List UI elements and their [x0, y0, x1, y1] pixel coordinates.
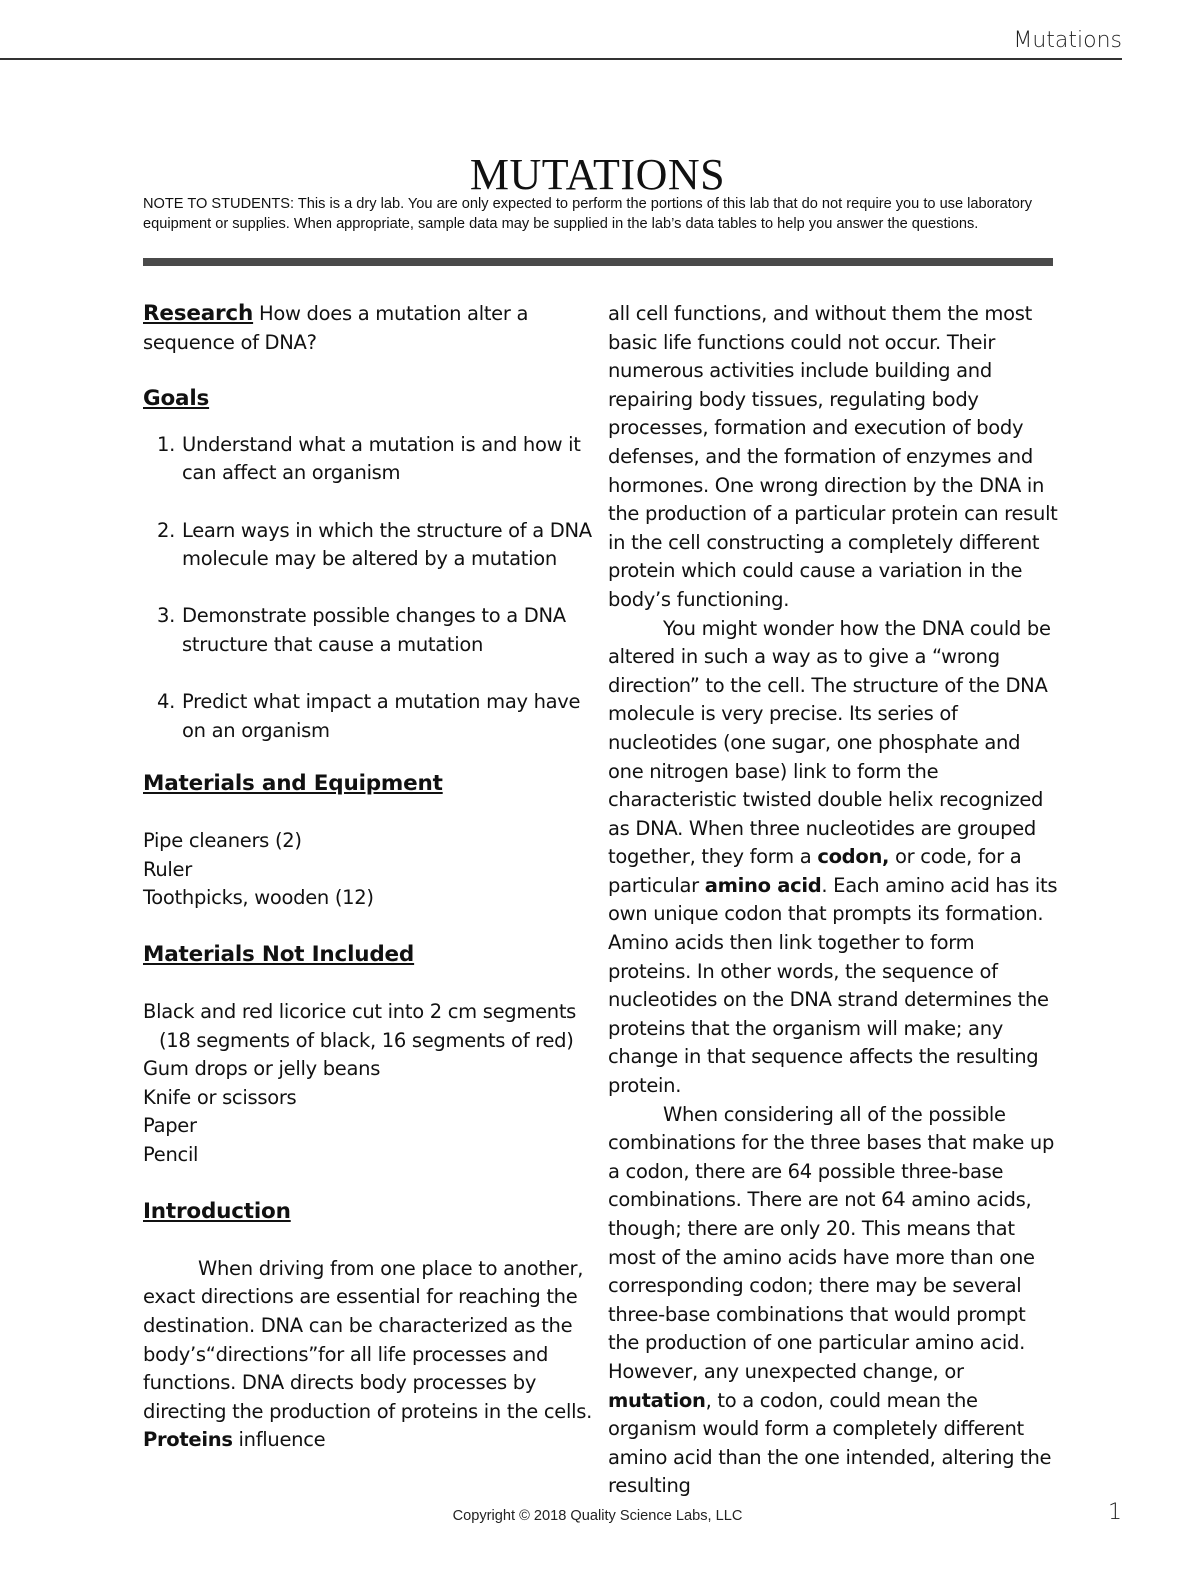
keyword-amino-acid: amino acid	[704, 873, 822, 897]
not-included-heading: Materials Not Included	[143, 941, 415, 967]
goal-text: Understand what a mutation is and how it can affect an organism	[182, 432, 581, 485]
keyword-proteins: Proteins	[143, 1428, 233, 1452]
paragraph-text: or code, for a particular	[608, 845, 1022, 897]
goals-section	[143, 385, 593, 414]
intro-paragraph-1-continued: all cell functions, and without them the most basic life functions could not occur. Their numerous activities include building and repairing body tissues, regulating body processes, formation and execution of body defenses, and the formation of enzymes and hormones. One wrong direction by the DNA in the production of a particular protein can result in the cell constructing a completely different protein which could cause a variation in the body’s functioning.	[608, 302, 1058, 611]
list-number: 3.	[157, 604, 176, 628]
goal-text: Demonstrate possible changes to a DNA structure that cause a mutation	[182, 604, 566, 656]
footer-copyright: Copyright © 2018 Quality Science Labs, LLC	[452, 1508, 743, 1524]
not-included-section	[143, 941, 593, 970]
list-item	[143, 431, 593, 488]
intro-paragraph-2	[608, 615, 1058, 1101]
list-item: Ruler	[143, 857, 192, 881]
paragraph-text: influence	[238, 1428, 326, 1452]
materials-section	[143, 770, 593, 799]
right-column	[608, 300, 1058, 1501]
left-column	[143, 300, 593, 1455]
research-question	[143, 300, 593, 357]
title-divider	[143, 258, 1053, 266]
not-included-list	[143, 998, 593, 1170]
list-item: Gum drops or jelly beans	[143, 1057, 381, 1081]
keyword-mutation: mutation	[608, 1388, 706, 1412]
list-item	[143, 602, 593, 659]
list-item	[143, 688, 593, 745]
list-item: Black and red licorice cut into 2 cm segments	[143, 1000, 577, 1024]
materials-list	[143, 827, 593, 913]
header-rule	[0, 58, 1122, 60]
goals-heading: Goals	[143, 386, 210, 412]
running-header-title: Mutations	[1013, 28, 1122, 53]
paragraph-text: When driving from one place to another, exact directions are essential for reaching the destination. DNA can be characterized as the body’s“directions”for all life processes and functions. DNA directs body processes by directing the production of proteins in the cells.	[143, 1256, 592, 1423]
paragraph-text: . Each amino acid has its own unique codon that prompts its formation. Amino acids then link together to form proteins. In other words, the sequence of nucleotides on the DNA strand determines the proteins that the organism will make; any change in that sequence affects the resulting protein.	[608, 873, 1058, 1098]
list-item: Pipe cleaners (2)	[143, 829, 302, 853]
paragraph-text: , to a codon, could mean the organism would form a completely different amino acid than the one intended, altering the resulting	[608, 1388, 1052, 1498]
list-item: Pencil	[143, 1143, 199, 1167]
list-number: 2.	[157, 518, 176, 542]
introduction-section	[143, 1198, 593, 1227]
materials-heading: Materials and Equipment	[143, 770, 443, 796]
list-number: 1.	[157, 432, 176, 456]
list-number: 4.	[157, 690, 176, 714]
list-item	[143, 517, 593, 574]
goals-list	[143, 431, 593, 746]
keyword-codon: codon,	[817, 845, 890, 869]
paragraph-text: You might wonder how the DNA could be altered in such a way as to give a “wrong direction” to the cell. The structure of the DNA molecule is very precise. Its series of nucleotides (one sugar, one phosphate and one nitrogen base) link to form the characteristic twisted double helix recognized as DNA. When three nucleotides are grouped together, they form a	[608, 616, 1051, 869]
note-to-students: NOTE TO STUDENTS: This is a dry lab. You are only expected to perform the portions of this lab that do not require you to use laboratory equipment or supplies. When appropriate, sample data may be supplied in the lab’s data tables to help you answer the questions.	[143, 196, 1033, 232]
list-item: Toothpicks, wooden (12)	[143, 886, 374, 910]
paragraph-text: When considering all of the possible combinations for the three bases that make up a codon, there are 64 possible three-base combinations. There are not 64 amino acids, though; there are only 20. This means that most of the amino acids have more than one corresponding codon; there may be several three-base combinations that would prompt the production of one particular amino acid. However, any unexpected change, or	[608, 1102, 1055, 1383]
intro-paragraph-3	[608, 1101, 1058, 1501]
research-heading: Research	[143, 301, 254, 326]
introduction-heading: Introduction	[143, 1198, 291, 1224]
list-item: Knife or scissors	[143, 1085, 297, 1109]
list-item: Paper	[143, 1114, 197, 1138]
goal-text: Learn ways in which the structure of a DNA molecule may be altered by a mutation	[182, 518, 592, 571]
intro-paragraph-1	[143, 1255, 593, 1455]
page-number: 1	[1108, 1500, 1122, 1525]
goal-text: Predict what impact a mutation may have on an organism	[182, 690, 581, 742]
document-title: MUTATIONS	[469, 150, 726, 199]
list-item: (18 segments of black, 16 segments of red)	[159, 1028, 574, 1052]
research-text: How does a mutation alter a sequence of DNA?	[143, 302, 529, 354]
